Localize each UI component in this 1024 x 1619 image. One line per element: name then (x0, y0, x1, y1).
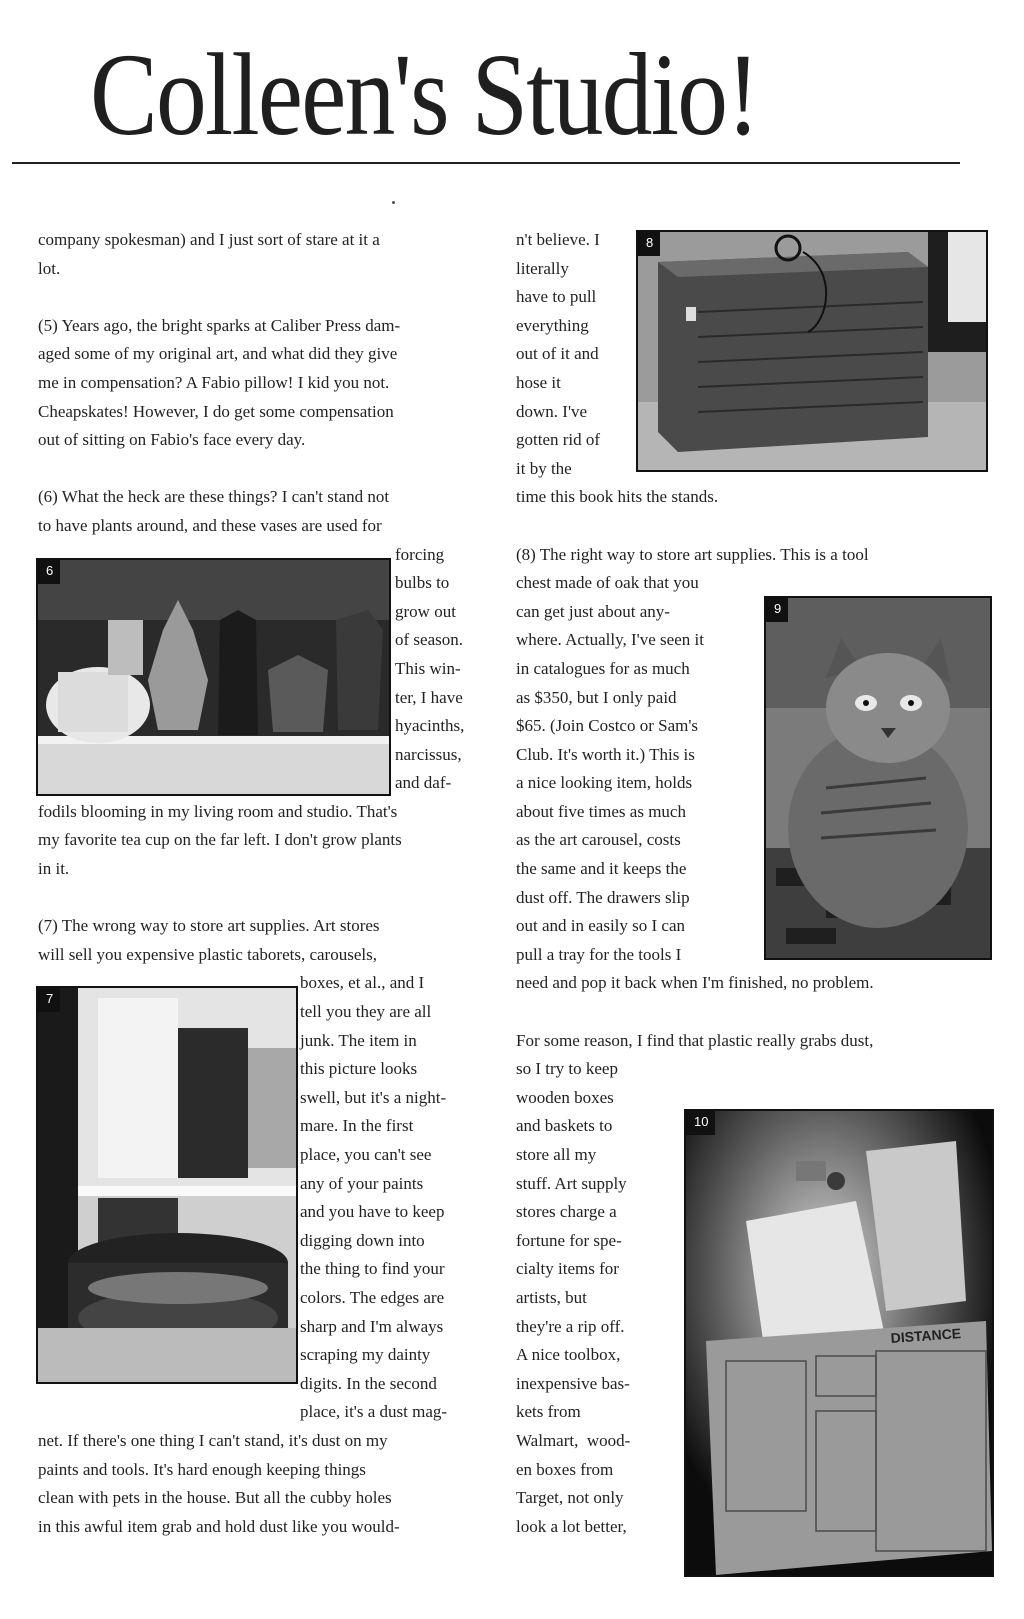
text-line: pull a tray for the tools I (516, 944, 682, 964)
text-line: in it. (38, 859, 70, 879)
carousel-image (38, 988, 296, 1382)
text-line: swell, but it's a night- (300, 1087, 447, 1107)
text-line: a nice looking item, holds (516, 773, 693, 793)
text-line: $65. (Join Costco or Sam's (516, 716, 699, 736)
text-line: kets from (516, 1402, 581, 1422)
text-line: have to pull (516, 287, 597, 307)
text-line: about five times as much (516, 801, 686, 821)
text-line: and daf- (395, 773, 452, 793)
text-line: Walmart, wood- (516, 1430, 631, 1450)
text-line: junk. The item in (300, 1030, 417, 1050)
paragraph-7-top (38, 912, 488, 969)
text-line: can get just about any- (516, 601, 670, 621)
text-line: this picture looks (300, 1059, 418, 1079)
text-line: time this book hits the stands. (516, 487, 719, 507)
text-line: look a lot better, (516, 1516, 627, 1536)
text-line: clean with pets in the house. But all the cubby holes (38, 1488, 392, 1508)
text-line: paints and tools. It's hard enough keeping things (38, 1459, 366, 1479)
masthead (0, 20, 1024, 170)
text-line: out of sitting on Fabio's face every day. (38, 430, 306, 450)
stray-dot (392, 201, 395, 204)
text-line: (6) What the heck are these things? I can't stand not (38, 487, 390, 507)
paragraph-7-bottom (38, 1427, 488, 1541)
text-line: as the art carousel, costs (516, 830, 681, 850)
text-line: inexpensive bas- (516, 1373, 630, 1393)
photo-9-cat (764, 596, 992, 960)
text-line: Club. It's worth it.) This is (516, 744, 695, 764)
text-line: the same and it keeps the (516, 859, 687, 879)
photo-number-6: 6 (38, 560, 60, 584)
text-line: in catalogues for as much (516, 658, 690, 678)
paragraph-6-bottom (38, 798, 488, 884)
photo-number-7: 7 (38, 988, 60, 1012)
photo-number-8: 8 (638, 232, 660, 256)
paragraph-4-end (38, 226, 488, 283)
text-line: Target, not only (516, 1488, 624, 1508)
tool-chest-image (638, 232, 986, 470)
text-line: my favorite tea cup on the far left. I don't grow plants (38, 830, 402, 850)
text-line: fortune for spe- (516, 1230, 622, 1250)
title-rule (12, 162, 960, 164)
text-line: (8) The right way to store art supplies. This is a tool (516, 544, 869, 564)
text-line: colors. The edges are (300, 1287, 445, 1307)
text-line: (7) The wrong way to store art supplies. Art stores (38, 916, 380, 936)
photo-6-vases (36, 558, 391, 796)
text-line: dust off. The drawers slip (516, 887, 690, 907)
text-line: artists, but (516, 1287, 587, 1307)
text-line: digits. In the second (300, 1373, 437, 1393)
text-line: and you have to keep (300, 1202, 445, 1222)
text-line: store all my (516, 1145, 597, 1164)
text-line: mare. In the first (300, 1116, 414, 1136)
text-line: any of your paints (300, 1173, 424, 1193)
text-line: cialty items for (516, 1259, 619, 1279)
text-line: company spokesman) and I just sort of stare at it a (38, 230, 380, 249)
text-line: A nice toolbox, (516, 1345, 621, 1365)
text-line: hyacinths, (395, 716, 465, 736)
text-line: sharp and I'm always (300, 1316, 444, 1336)
text-line: gotten rid of (516, 430, 601, 450)
text-line: (5) Years ago, the bright sparks at Caliber Press dam- (38, 315, 401, 335)
text-line: forcing (395, 544, 445, 564)
text-line: Cheapskates! However, I do get some compensation (38, 401, 394, 421)
photo-7-carousel (36, 986, 298, 1384)
text-line: so I try to keep (516, 1059, 618, 1079)
paragraph-6-top (38, 483, 488, 540)
text-line: grow out (395, 601, 456, 621)
text-line: place, you can't see (300, 1145, 432, 1164)
text-line: hose it (516, 372, 561, 392)
text-line: down. I've (516, 401, 588, 421)
text-line: as $350, but I only paid (516, 687, 677, 707)
text-line: chest made of oak that you (516, 573, 699, 593)
text-line: of season. (395, 630, 463, 650)
text-line: en boxes from (516, 1459, 614, 1479)
text-line: scraping my dainty (300, 1345, 431, 1365)
vases-image (38, 560, 389, 794)
text-line: wooden boxes (516, 1087, 614, 1107)
boxes-image (686, 1111, 992, 1575)
text-line: literally (516, 258, 569, 278)
text-line: to have plants around, and these vases are used for (38, 515, 382, 535)
text-line: place, it's a dust mag- (300, 1402, 448, 1422)
text-line: digging down into (300, 1230, 425, 1250)
text-line: me in compensation? A Fabio pillow! I kid you not. (38, 372, 390, 392)
text-line: will sell you expensive plastic taborets, carousels, (38, 944, 377, 964)
text-line: aged some of my original art, and what did they give (38, 344, 398, 364)
text-line: For some reason, I find that plastic really grabs dust, (516, 1030, 874, 1050)
page-title: Colleen's Studio! (90, 29, 759, 160)
cat-image (766, 598, 990, 958)
text-line: out and in easily so I can (516, 916, 686, 936)
text-line: tell you they are all (300, 1002, 432, 1022)
text-line: This win- (395, 658, 461, 678)
text-line: where. Actually, I've seen it (516, 630, 704, 650)
text-line: everything (516, 315, 589, 335)
text-line: lot. (38, 258, 61, 278)
text-line: stores charge a (516, 1202, 617, 1222)
text-line: stuff. Art supply (516, 1173, 627, 1193)
text-line: boxes, et al., and I (300, 973, 425, 993)
text-line: net. If there's one thing I can't stand, it's dust on my (38, 1430, 388, 1450)
photo-10-boxes (684, 1109, 994, 1577)
text-line: they're a rip off. (516, 1316, 625, 1336)
text-line: n't believe. I (516, 230, 600, 249)
text-line: in this awful item grab and hold dust like you would- (38, 1516, 400, 1536)
text-line: the thing to find your (300, 1259, 445, 1279)
text-line: bulbs to (395, 573, 450, 593)
text-line: narcissus, (395, 744, 462, 764)
distance-sign-text: DISTANCE (890, 1325, 962, 1346)
text-line: fodils blooming in my living room and studio. That's (38, 801, 398, 821)
text-line: it by the (516, 458, 572, 478)
photo-number-9: 9 (766, 598, 788, 622)
paragraph-5 (38, 312, 488, 455)
text-line: and baskets to (516, 1116, 613, 1136)
text-line: need and pop it back when I'm finished, no problem. (516, 973, 874, 993)
text-line: out of it and (516, 344, 599, 364)
paragraph-8-bottom (516, 969, 986, 998)
paragraph-8-top (516, 541, 986, 570)
paragraph-9-top (516, 1027, 986, 1056)
photo-8-tool-chest (636, 230, 988, 472)
paragraph-7-continued-bottom (516, 483, 986, 512)
photo-number-10: 10 (686, 1111, 715, 1135)
text-line: ter, I have (395, 687, 463, 707)
